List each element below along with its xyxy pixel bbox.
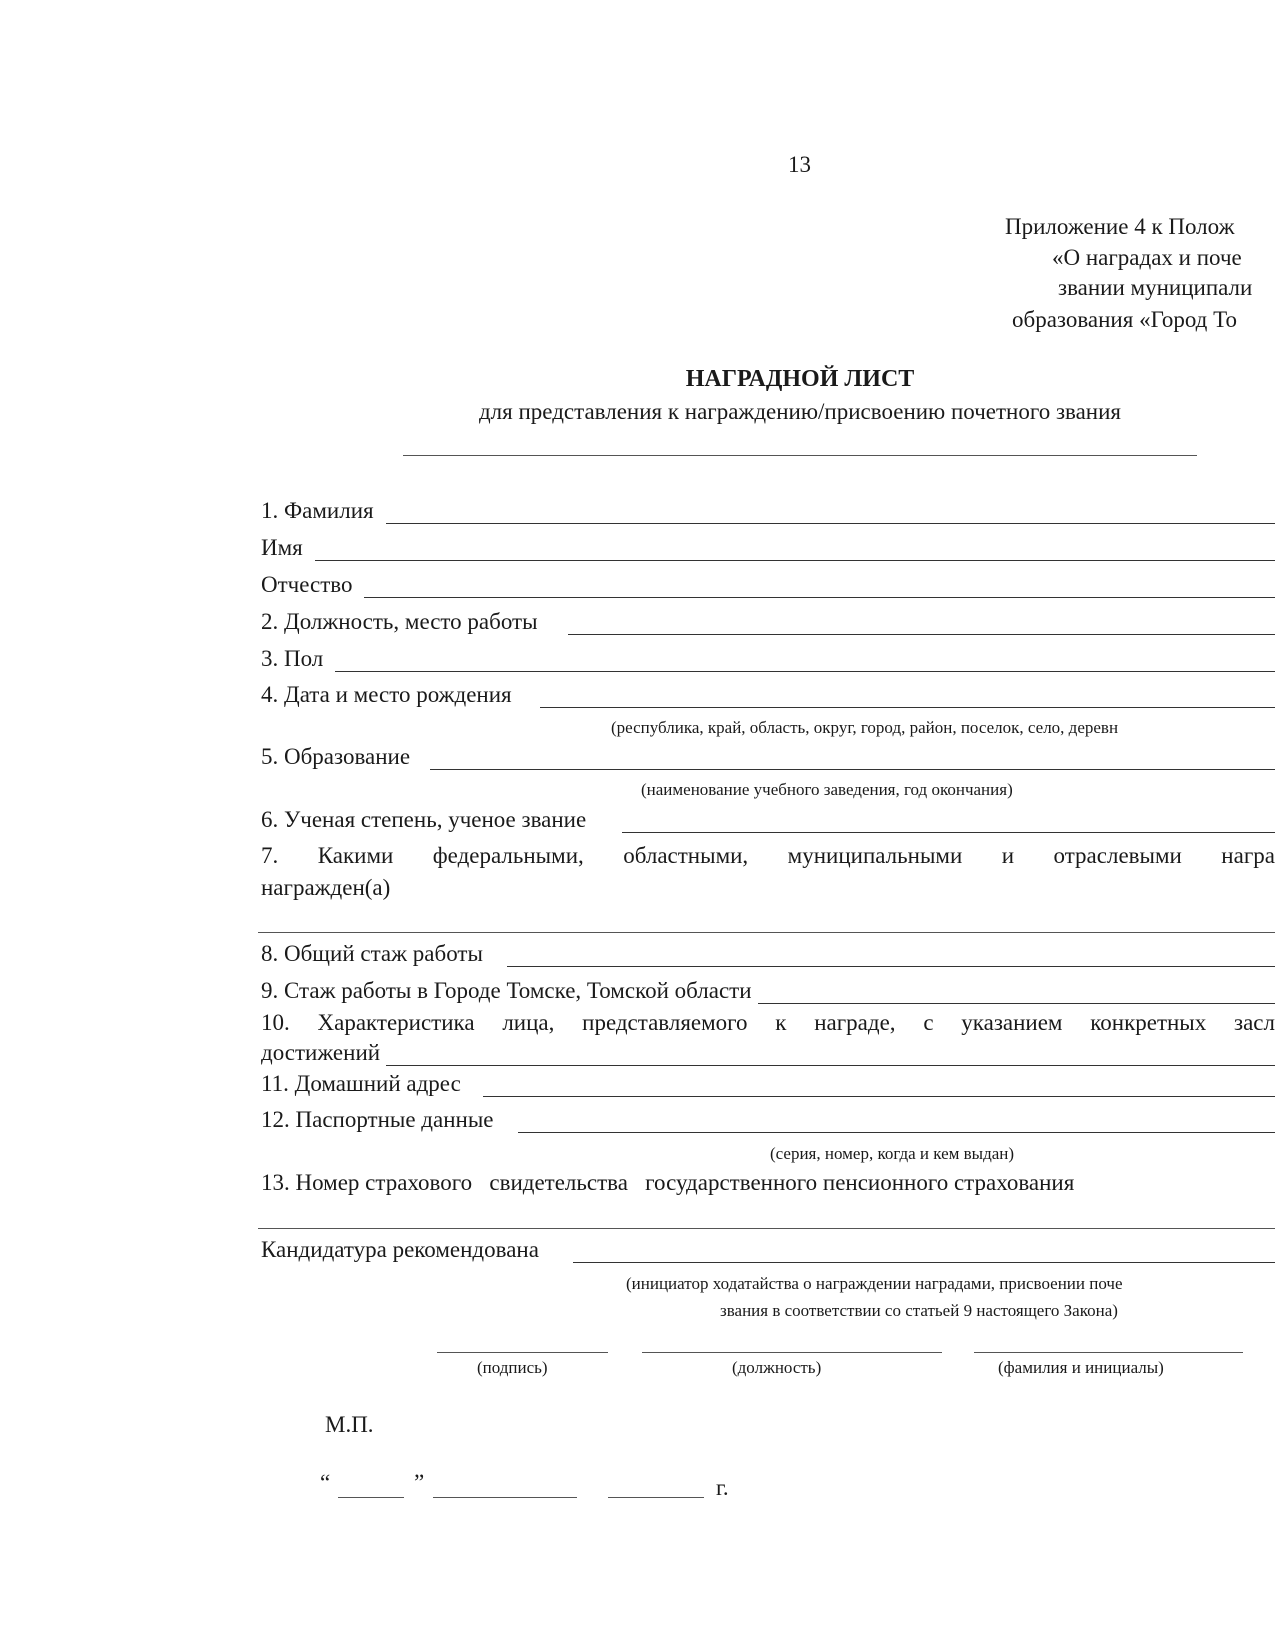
label: 5. Образование [261, 744, 411, 769]
input-line[interactable] [335, 651, 1275, 672]
position-label: (должность) [732, 1358, 822, 1377]
field-education[interactable] [261, 744, 1275, 770]
input-line[interactable] [573, 1238, 1275, 1263]
field-insurance: 13. Номер страхового свидетельства государственного пенсионного страхования [261, 1170, 1075, 1195]
signature-line[interactable] [437, 1352, 608, 1353]
field-achievements[interactable] [261, 1040, 1275, 1066]
date-quote-close: ” [414, 1470, 425, 1495]
appendix-line: звании муниципали [1058, 275, 1253, 300]
recommend-note: (инициатор ходатайства о награждении наградами, присвоении поче [626, 1274, 1123, 1293]
word: лица, [502, 1010, 555, 1035]
appendix-line: образования «Город То [1012, 307, 1237, 332]
birth-note: (республика, край, область, округ, город, район, поселок, село, деревн [611, 718, 1119, 737]
input-line[interactable] [568, 614, 1275, 635]
name-label: (фамилия и инициалы) [998, 1358, 1164, 1377]
input-line[interactable] [758, 983, 1275, 1004]
word: засл [1234, 1010, 1275, 1035]
label: 9. Стаж работы в Городе Томске, Томской области [261, 978, 752, 1003]
appendix-line: Приложение 4 к Полож [1005, 214, 1235, 239]
appendix-line: «О наградах и поче [1052, 245, 1242, 270]
field-degree[interactable] [261, 807, 1275, 833]
word: с [923, 1010, 934, 1035]
input-line[interactable] [315, 540, 1275, 561]
word: областными, [623, 843, 749, 868]
date-quote-open: “ [320, 1470, 331, 1495]
awards-label-cont: награжден(а) [261, 875, 391, 900]
word: конкретных [1090, 1010, 1207, 1035]
word: представляемого [582, 1010, 748, 1035]
field-tomsk-experience[interactable] [261, 978, 1275, 1004]
label: 11. Домашний адрес [261, 1071, 461, 1096]
word: награде, [814, 1010, 896, 1035]
position-line[interactable] [642, 1352, 942, 1353]
field-address[interactable] [261, 1071, 1275, 1097]
label: 4. Дата и место рождения [261, 682, 512, 707]
field-recommended[interactable] [261, 1237, 1275, 1263]
input-line[interactable] [386, 1045, 1275, 1066]
input-line[interactable] [364, 577, 1275, 598]
field-total-experience[interactable] [261, 941, 1275, 967]
page-subtitle: для представления к награждению/присвоению почетного звания [478, 399, 1121, 424]
date-month-line[interactable] [433, 1497, 577, 1498]
recommend-note: звания в соответствии со статьей 9 настоящего Закона) [720, 1301, 1118, 1320]
word: награ [1221, 843, 1275, 868]
word: 10. [261, 1010, 290, 1035]
word: Характеристика [317, 1010, 475, 1035]
label: Отчество [261, 572, 353, 597]
label: Имя [261, 535, 303, 560]
field-sex[interactable] [261, 646, 1275, 672]
field-position[interactable] [261, 609, 1275, 635]
input-line[interactable] [430, 749, 1275, 770]
label: 3. Пол [261, 646, 324, 671]
label: достижений [261, 1040, 381, 1065]
date-day-line[interactable] [338, 1497, 404, 1498]
passport-note: (серия, номер, когда и кем выдан) [770, 1144, 1015, 1163]
signature-label: (подпись) [477, 1358, 548, 1377]
stamp-place: М.П. [325, 1412, 374, 1437]
field-patronymic[interactable] [261, 572, 1275, 598]
word: к [775, 1010, 787, 1035]
word: и [1001, 843, 1015, 868]
label: 8. Общий стаж работы [261, 941, 483, 966]
date-year-suffix: г. [716, 1475, 729, 1500]
name-line[interactable] [974, 1352, 1243, 1353]
field-characteristic [261, 1010, 1275, 1036]
word: указанием [961, 1010, 1063, 1035]
word: федеральными, [432, 843, 584, 868]
page-title: НАГРАДНОЙ ЛИСТ [685, 366, 915, 392]
label: 2. Должность, место работы [261, 609, 538, 634]
input-line[interactable] [507, 946, 1275, 967]
word: отраслевыми [1053, 843, 1182, 868]
date-year-line[interactable] [608, 1497, 704, 1498]
field-birth[interactable] [261, 682, 1275, 708]
field-name[interactable] [261, 535, 1275, 561]
word: Какими [317, 843, 394, 868]
word: 7. [261, 843, 279, 868]
label: 6. Ученая степень, ученое звание [261, 807, 587, 832]
field-surname[interactable] [261, 498, 1275, 524]
page-number: 13 [788, 152, 811, 177]
title-rule [403, 455, 1197, 456]
input-line[interactable] [518, 1112, 1275, 1133]
label: Кандидатура рекомендована [261, 1237, 539, 1262]
label: 1. Фамилия [261, 498, 374, 523]
input-line[interactable] [483, 1076, 1275, 1097]
awards-input-line[interactable] [258, 932, 1275, 933]
input-line[interactable] [622, 812, 1275, 833]
field-passport[interactable] [261, 1107, 1275, 1133]
label: 12. Паспортные данные [261, 1107, 494, 1132]
education-note: (наименование учебного заведения, год окончания) [641, 780, 1013, 799]
input-line[interactable] [540, 687, 1275, 708]
field-awards [261, 843, 1275, 869]
word: муниципальными [787, 843, 963, 868]
input-line[interactable] [386, 503, 1275, 524]
insurance-input-line[interactable] [258, 1228, 1275, 1229]
